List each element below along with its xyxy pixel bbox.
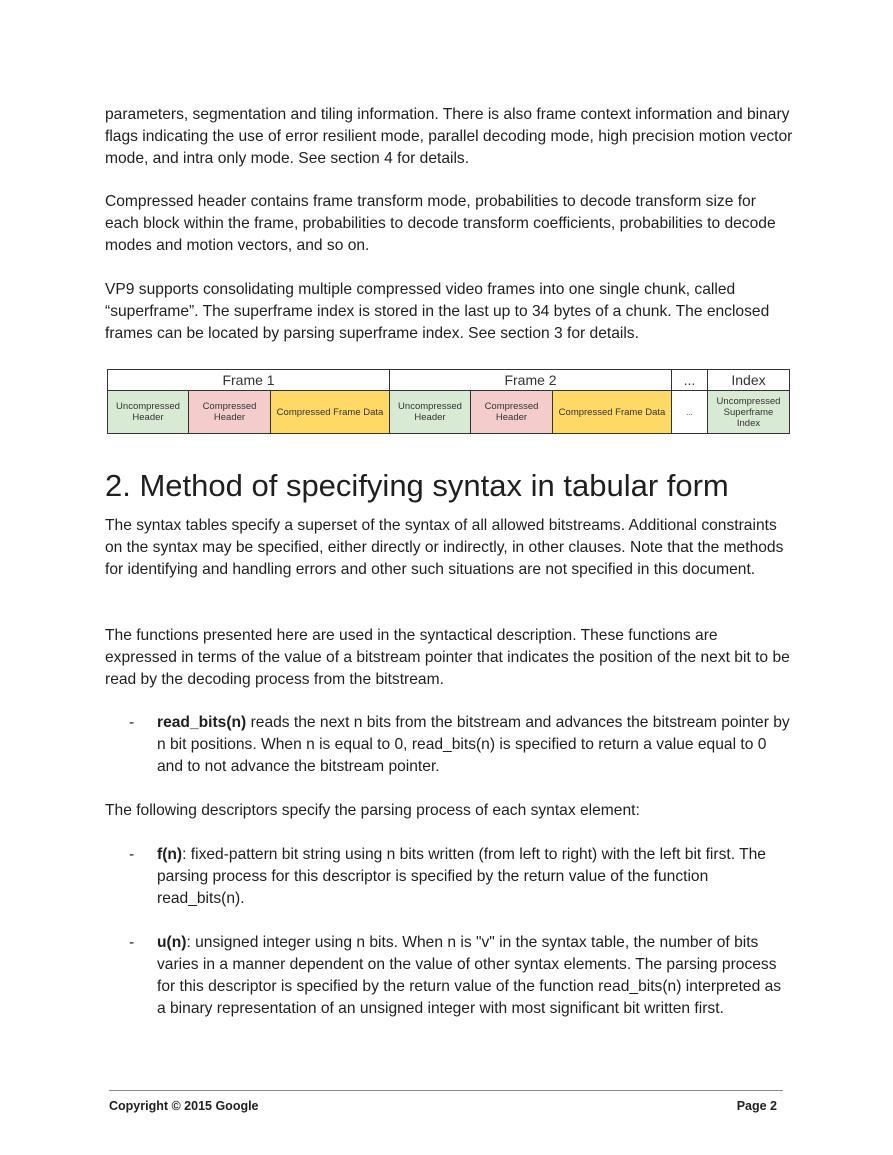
superframe-diagram [107,369,790,434]
paragraph-compressed-header: Compressed header contains frame transform mode, probabilities to decode transform size for each block within the frame, probabilities to decode transform coefficients, probabilities to decode modes and motion vectors, and so on. [105,193,776,254]
footer-copyright: Copyright © 2015 Google [109,1099,259,1113]
paragraph-superframe: VP9 supports consolidating multiple compressed video frames into one single chunk, called “superframe”. The superframe index is stored in the last up to 34 bytes of a chunk. The enclosed frames can be located by parsing superframe index. See section 3 for details. [105,281,770,342]
u-n-description: : unsigned integer using n bits. When n is "v" in the syntax table, the number of bits varies in a manner dependent on the value of other syntax elements. The parsing process for this descriptor is specified by the return value of the function read_bits(n) interpreted as a binary representation of an unsigned integer with most significant bit written first. [157,934,782,1017]
footer-divider [109,1090,783,1091]
ellipsis-body: ... [672,391,708,433]
paragraph-syntax-tables: The syntax tables specify a superset of the syntax of all allowed bitstreams. Additional constraints on the syntax may be specified, either directly or indirectly, in other clauses. Note that the methods for identifying and handling errors and other such situations are not specified in this document. [105,517,784,578]
bullet-f-n-text [157,844,793,910]
bullet-dash: - [129,714,135,731]
ellipsis-header: ... [672,370,708,391]
paragraph-descriptors: The following descriptors specify the parsing process of each syntax element: [105,802,640,819]
bullet-u-n-text [157,932,793,1020]
frame2-header: Frame 2 [390,370,672,391]
uncompressed-superframe-index: Uncompressed Superframe Index [708,391,789,433]
index-header: Index [708,370,789,391]
frame2-compressed-frame-data: Compressed Frame Data [553,391,672,433]
term-f-n: f(n) [157,846,183,863]
section-title: 2. Method of specifying syntax in tabular form [105,468,729,503]
frame2-uncompressed-header: Uncompressed Header [390,391,471,433]
bullet-dash: - [129,846,135,863]
term-read-bits: read_bits(n) [157,714,247,731]
frame1-compressed-header: Compressed Header [189,391,271,433]
f-n-description: : fixed-pattern bit string using n bits written (from left to right) with the left bit first. The parsing process for this descriptor is specified by the return value of the function read_bits(n). [157,846,766,907]
frame2-compressed-header: Compressed Header [471,391,553,433]
frame1-compressed-frame-data: Compressed Frame Data [271,391,390,433]
paragraph-functions: The functions presented here are used in the syntactical description. These functions are expressed in terms of the value of a bitstream pointer that indicates the position of the next bit to be read by the decoding process from the bitstream. [105,627,790,688]
footer-page-number: Page 2 [736,1099,777,1113]
bullet-read-bits-text [157,712,793,778]
bullet-dash: - [129,934,135,951]
frame1-uncompressed-header: Uncompressed Header [108,391,189,433]
term-u-n: u(n) [157,934,187,951]
frame1-header: Frame 1 [108,370,390,391]
read-bits-description: reads the next n bits from the bitstream and advances the bitstream pointer by n bit positions. When n is equal to 0, read_bits(n) is specified to return a value equal to 0 and to not advance the bitstream pointer. [157,714,790,775]
paragraph-frame-context: parameters, segmentation and tiling information. There is also frame context information and binary flags indicating the use of error resilient mode, parallel decoding mode, high precision motion vector mode, and intra only mode. See section 4 for details. [105,106,793,167]
